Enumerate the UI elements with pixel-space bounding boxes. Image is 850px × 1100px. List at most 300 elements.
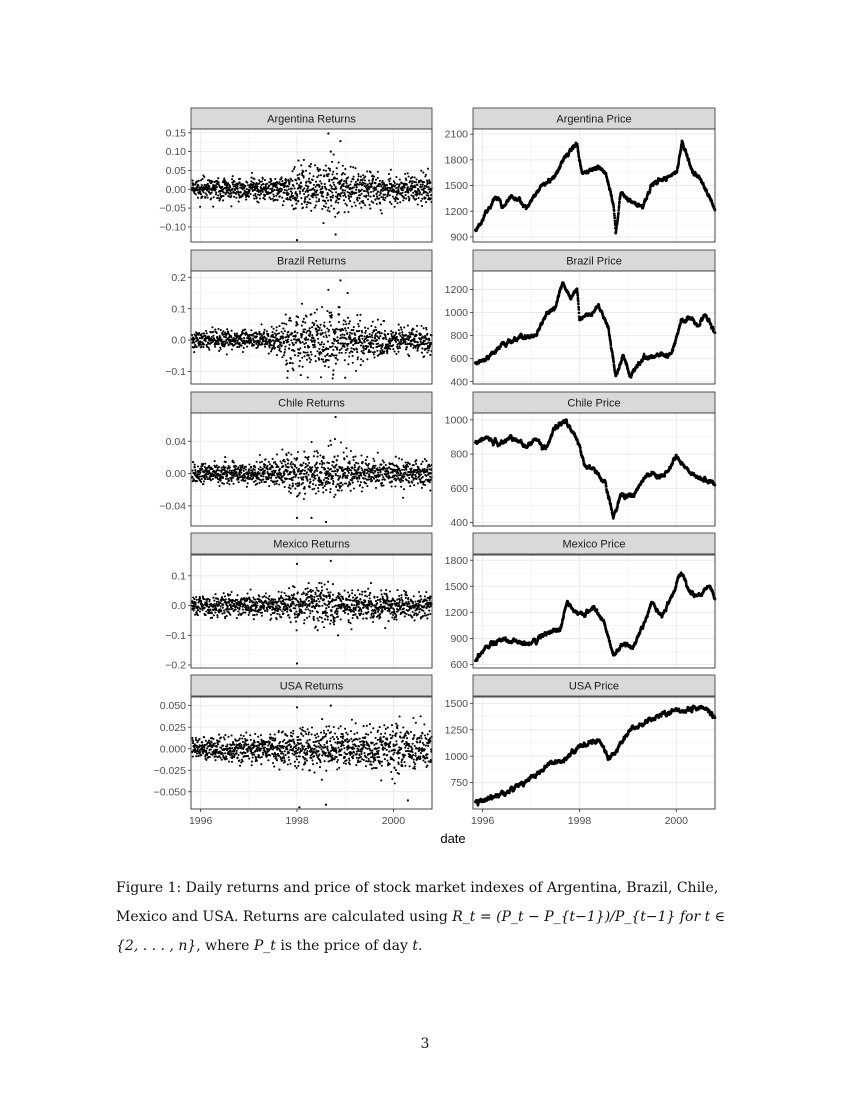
data-point <box>310 182 312 184</box>
data-point <box>330 151 332 153</box>
data-point <box>324 200 326 202</box>
data-point <box>347 176 349 178</box>
data-point <box>230 195 232 197</box>
data-point <box>340 334 342 336</box>
data-point <box>318 174 320 176</box>
y-tick-label: 0.0 <box>171 334 186 347</box>
data-point <box>366 170 368 172</box>
data-point <box>303 193 305 195</box>
data-point <box>375 329 377 331</box>
data-point <box>355 181 357 183</box>
data-point <box>333 343 335 345</box>
data-point <box>364 176 366 178</box>
data-point <box>364 327 366 329</box>
data-point <box>403 197 405 199</box>
data-point <box>250 177 252 179</box>
data-point <box>428 349 430 351</box>
data-point <box>308 355 310 357</box>
data-point <box>296 196 298 198</box>
data-point <box>253 178 255 180</box>
data-point <box>379 180 381 182</box>
data-point <box>389 338 391 340</box>
data-point <box>306 316 308 318</box>
data-point <box>299 352 301 354</box>
data-point <box>412 192 414 194</box>
data-point <box>357 356 359 358</box>
data-point <box>343 199 345 201</box>
data-point <box>372 178 374 180</box>
data-point <box>327 209 329 211</box>
data-point <box>368 204 370 206</box>
data-point <box>282 204 284 206</box>
data-point <box>302 341 304 343</box>
data-point <box>287 338 289 340</box>
data-point <box>336 347 338 349</box>
data-point <box>350 181 352 183</box>
data-point <box>420 200 422 202</box>
data-point <box>363 349 365 351</box>
facet-panel-brazil-returns <box>165 250 432 384</box>
data-point <box>223 177 225 179</box>
data-point <box>246 182 248 184</box>
data-point <box>327 348 329 350</box>
data-point <box>364 204 366 206</box>
data-point <box>408 332 410 334</box>
data-point <box>226 353 228 355</box>
data-point <box>310 163 312 165</box>
data-point <box>285 179 287 181</box>
data-point <box>427 183 429 185</box>
data-point <box>199 206 201 208</box>
data-point <box>346 182 348 184</box>
data-point <box>331 161 333 163</box>
data-point <box>386 189 388 191</box>
data-point <box>274 336 276 338</box>
data-point <box>312 187 314 189</box>
data-point <box>420 170 422 172</box>
data-point <box>274 342 276 344</box>
data-point <box>215 188 217 190</box>
data-point <box>317 342 319 344</box>
data-point <box>200 344 202 346</box>
data-point <box>320 329 322 331</box>
data-point <box>672 349 675 352</box>
data-point <box>356 314 358 316</box>
data-point <box>369 196 371 198</box>
data-point <box>269 188 271 190</box>
data-point <box>284 351 286 353</box>
data-point <box>353 186 355 188</box>
data-point <box>343 192 345 194</box>
data-point <box>390 169 392 171</box>
data-point <box>405 341 407 343</box>
data-point <box>315 360 317 362</box>
data-point <box>331 345 333 347</box>
data-point <box>413 328 415 330</box>
data-point <box>309 327 311 329</box>
data-point <box>318 329 320 331</box>
data-point <box>407 192 409 194</box>
data-point <box>349 352 351 354</box>
data-point <box>328 329 330 331</box>
data-point <box>425 328 427 330</box>
data-point <box>233 181 235 183</box>
data-point <box>372 202 374 204</box>
data-point <box>401 182 403 184</box>
data-point <box>319 327 321 329</box>
data-point <box>262 178 264 180</box>
data-point <box>327 289 329 291</box>
data-point <box>235 197 237 199</box>
data-point <box>311 334 313 336</box>
data-point <box>358 325 360 327</box>
data-point <box>349 183 351 185</box>
data-point <box>346 204 348 206</box>
data-point <box>303 176 305 178</box>
data-point <box>273 328 275 330</box>
data-point <box>362 338 364 340</box>
data-point <box>249 189 251 191</box>
data-point <box>355 370 357 372</box>
data-point <box>239 182 241 184</box>
data-point <box>341 179 343 181</box>
data-point <box>316 176 318 178</box>
data-point <box>421 185 423 187</box>
data-point <box>357 178 359 180</box>
data-point <box>362 345 364 347</box>
data-point <box>425 174 427 176</box>
data-point <box>320 174 322 176</box>
data-point <box>335 357 337 359</box>
data-point <box>246 346 248 348</box>
data-point <box>250 339 252 341</box>
data-point <box>368 349 370 351</box>
data-point <box>367 346 369 348</box>
data-point <box>200 346 202 348</box>
data-point <box>414 176 416 178</box>
data-point <box>203 176 205 178</box>
data-point <box>407 325 409 327</box>
data-point <box>612 361 615 364</box>
data-point <box>197 185 199 187</box>
data-point <box>287 198 289 200</box>
data-point <box>196 346 198 348</box>
data-point <box>359 340 361 342</box>
data-point <box>343 334 345 336</box>
data-point <box>297 160 299 162</box>
data-point <box>330 199 332 201</box>
y-tick-label: 1000 <box>444 307 468 320</box>
data-point <box>327 207 329 209</box>
data-point <box>256 335 258 337</box>
data-point <box>371 182 373 184</box>
data-point <box>428 186 430 188</box>
data-point <box>341 333 343 335</box>
data-point <box>376 350 378 352</box>
data-point <box>380 209 382 211</box>
data-point <box>286 362 288 364</box>
data-point <box>286 336 288 338</box>
data-point <box>314 312 316 314</box>
facet-panel-argentina-price <box>445 108 717 243</box>
data-point <box>344 359 346 361</box>
data-point <box>322 196 324 198</box>
y-tick-label: 800 <box>450 330 468 343</box>
data-point <box>405 179 407 181</box>
data-point <box>379 203 381 205</box>
data-point <box>381 212 383 214</box>
data-point <box>211 326 213 328</box>
data-point <box>320 343 322 345</box>
data-point <box>297 355 299 357</box>
data-point <box>379 332 381 334</box>
data-point <box>394 200 396 202</box>
data-point <box>337 340 339 342</box>
data-point <box>283 200 285 202</box>
data-point <box>285 323 287 325</box>
data-point <box>409 180 411 182</box>
data-point <box>397 347 399 349</box>
data-point <box>193 351 195 353</box>
data-point <box>300 164 302 166</box>
data-point <box>231 348 233 350</box>
data-point <box>218 181 220 183</box>
data-point <box>614 220 617 223</box>
data-point <box>376 193 378 195</box>
data-point <box>314 207 316 209</box>
data-point <box>303 187 305 189</box>
data-point <box>257 188 259 190</box>
data-point <box>369 333 371 335</box>
data-point <box>372 347 374 349</box>
data-point <box>321 186 323 188</box>
data-point <box>301 203 303 205</box>
data-point <box>344 211 346 213</box>
data-point <box>356 186 358 188</box>
data-point <box>414 186 416 188</box>
data-point <box>332 196 334 198</box>
data-point <box>336 349 338 351</box>
data-point <box>421 347 423 349</box>
data-point <box>315 181 317 183</box>
data-point <box>266 330 268 332</box>
data-point <box>576 287 579 290</box>
data-point <box>212 206 214 208</box>
data-point <box>216 186 218 188</box>
data-point <box>217 328 219 330</box>
y-tick-label: 900 <box>450 231 468 244</box>
data-point <box>334 177 336 179</box>
data-point <box>353 326 355 328</box>
data-point <box>201 184 203 186</box>
data-point <box>307 187 309 189</box>
data-point <box>399 332 401 334</box>
data-point <box>300 187 302 189</box>
data-point <box>239 178 241 180</box>
data-point <box>394 206 396 208</box>
data-point <box>270 341 272 343</box>
data-point <box>394 182 396 184</box>
data-point <box>376 339 378 341</box>
data-point <box>281 197 283 199</box>
data-point <box>192 183 194 185</box>
data-point <box>284 346 286 348</box>
data-point <box>335 354 337 356</box>
data-point <box>299 192 301 194</box>
data-point <box>303 318 305 320</box>
data-point <box>235 343 237 345</box>
data-point <box>283 342 285 344</box>
data-point <box>253 194 255 196</box>
data-point <box>297 200 299 202</box>
data-point <box>309 333 311 335</box>
data-point <box>263 331 265 333</box>
data-point <box>342 329 344 331</box>
data-point <box>310 313 312 315</box>
data-point <box>261 335 263 337</box>
data-point <box>293 350 295 352</box>
data-point <box>288 185 290 187</box>
data-point <box>332 369 334 371</box>
data-point <box>410 345 412 347</box>
data-point <box>218 350 220 352</box>
data-point <box>359 202 361 204</box>
data-point <box>304 200 306 202</box>
data-point <box>411 331 413 333</box>
data-point <box>359 194 361 196</box>
data-point <box>424 187 426 189</box>
data-point <box>330 205 332 207</box>
data-point <box>295 203 297 205</box>
data-point <box>398 329 400 331</box>
data-point <box>291 205 293 207</box>
data-point <box>367 183 369 185</box>
data-point <box>231 330 233 332</box>
data-point <box>264 198 266 200</box>
data-point <box>351 333 353 335</box>
data-point <box>403 326 405 328</box>
data-point <box>401 192 403 194</box>
data-point <box>402 189 404 191</box>
data-point <box>291 188 293 190</box>
data-point <box>300 342 302 344</box>
data-point <box>335 200 337 202</box>
data-point <box>311 353 313 355</box>
data-point <box>309 361 311 363</box>
data-point <box>215 193 217 195</box>
data-point <box>228 344 230 346</box>
data-point <box>304 196 306 198</box>
data-point <box>352 178 354 180</box>
data-point <box>355 340 357 342</box>
data-point <box>278 345 280 347</box>
data-point <box>389 194 391 196</box>
data-point <box>401 331 403 333</box>
data-point <box>289 317 291 319</box>
data-point <box>392 332 394 334</box>
data-point <box>292 195 294 197</box>
data-point <box>235 193 237 195</box>
data-point <box>303 159 305 161</box>
data-point <box>276 326 278 328</box>
data-point <box>404 186 406 188</box>
data-point <box>373 195 375 197</box>
data-point <box>302 171 304 173</box>
data-point <box>332 349 334 351</box>
data-point <box>318 200 320 202</box>
data-point <box>374 351 376 353</box>
data-point <box>266 337 268 339</box>
data-point <box>295 342 297 344</box>
data-point <box>367 194 369 196</box>
data-point <box>325 206 327 208</box>
data-point <box>270 180 272 182</box>
data-point <box>427 192 429 194</box>
data-point <box>284 348 286 350</box>
data-point <box>344 168 346 170</box>
data-point <box>285 360 287 362</box>
data-point <box>300 197 302 199</box>
data-point <box>301 357 303 359</box>
y-tick-label: 0.05 <box>165 165 186 178</box>
data-point <box>379 183 381 185</box>
data-point <box>259 197 261 199</box>
data-point <box>361 335 363 337</box>
data-point <box>257 346 259 348</box>
data-point <box>203 344 205 346</box>
data-point <box>257 344 259 346</box>
data-point <box>344 203 346 205</box>
data-point <box>405 194 407 196</box>
strip-title: Brazil Price <box>566 255 622 268</box>
data-point <box>245 199 247 201</box>
data-point <box>378 337 380 339</box>
data-point <box>318 359 320 361</box>
data-point <box>198 180 200 182</box>
y-tick-label: 0.10 <box>165 146 186 159</box>
data-point <box>308 178 310 180</box>
data-point <box>336 167 338 169</box>
data-point <box>364 179 366 181</box>
data-point <box>354 334 356 336</box>
data-point <box>347 211 349 213</box>
data-point <box>344 173 346 175</box>
data-point <box>362 179 364 181</box>
data-point <box>280 342 282 344</box>
data-point <box>412 347 414 349</box>
data-point <box>360 364 362 366</box>
data-point <box>298 338 300 340</box>
data-point <box>295 191 297 193</box>
data-point <box>377 171 379 173</box>
strip-title: Brazil Returns <box>276 255 347 268</box>
data-point <box>266 343 268 345</box>
data-point <box>337 328 339 330</box>
data-point <box>237 188 239 190</box>
y-tick-label: 400 <box>450 376 468 389</box>
data-point <box>389 343 391 345</box>
data-point <box>297 323 299 325</box>
data-point <box>396 190 398 192</box>
data-point <box>264 329 266 331</box>
data-point <box>415 178 417 180</box>
data-point <box>285 314 287 316</box>
data-point <box>290 339 292 341</box>
data-point <box>369 336 371 338</box>
data-point <box>402 199 404 201</box>
data-point <box>372 332 374 334</box>
data-point <box>405 198 407 200</box>
